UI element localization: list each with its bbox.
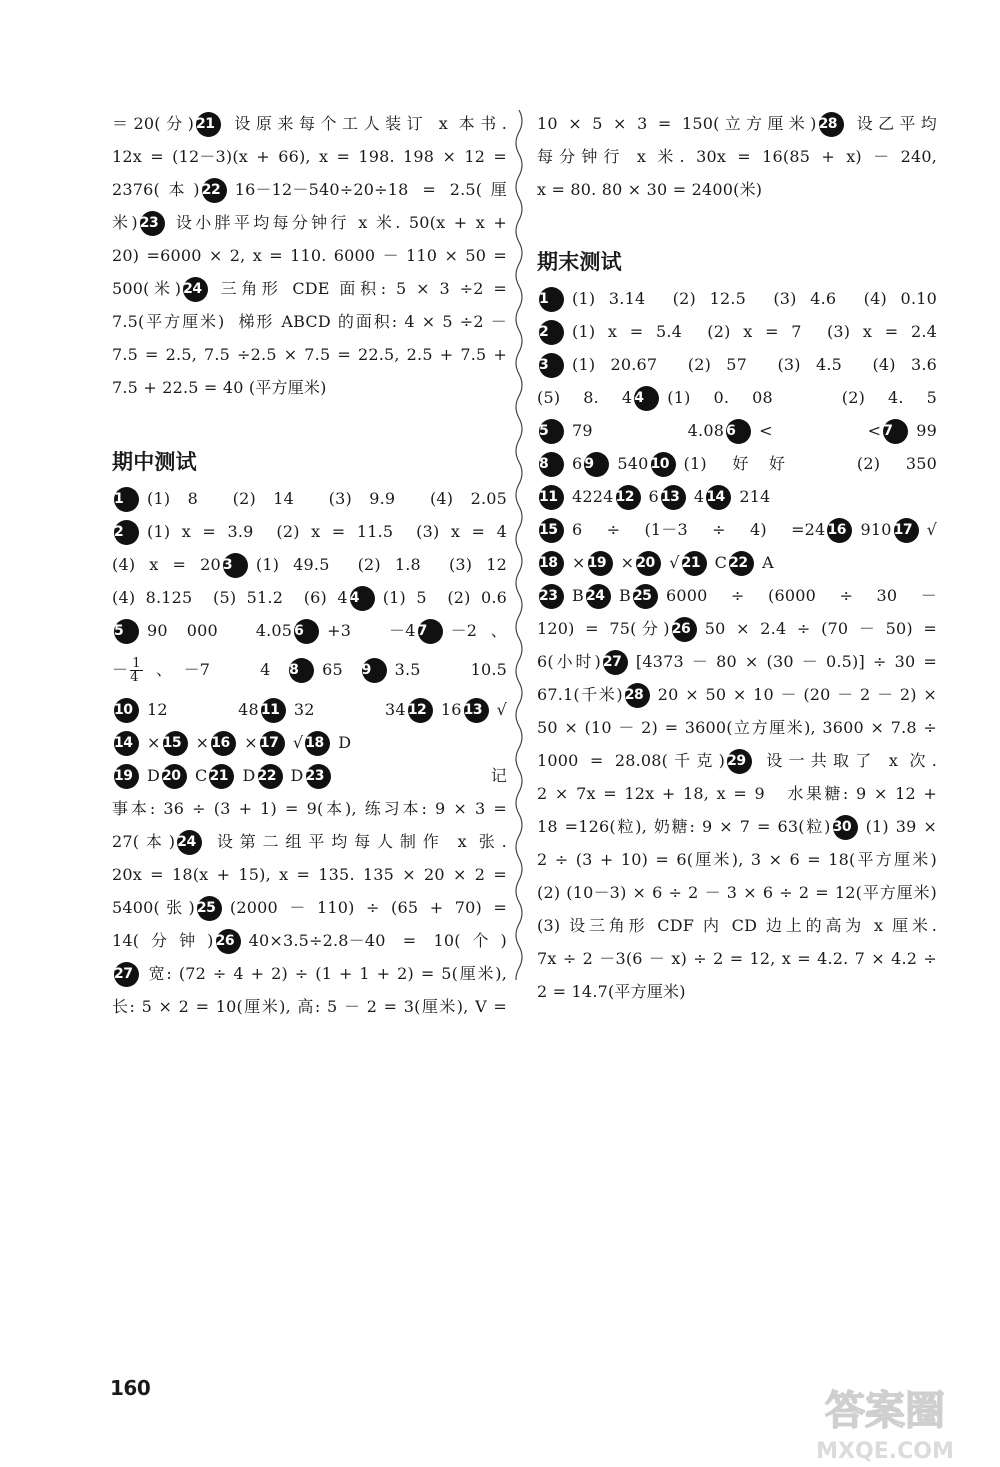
answer-text: 6000 ÷ (6000 ÷ 30 － xyxy=(665,586,937,605)
answer-line xyxy=(537,711,937,744)
answer-line xyxy=(112,482,507,515)
answer-text: 7.5 = 2.5, 7.5 ÷2.5 × 7.5 = 22.5, 2.5 + 7.5 + xyxy=(112,345,507,364)
answer-line xyxy=(537,447,937,480)
answer-text: 500(米) xyxy=(112,279,182,298)
question-number-badge: 15 xyxy=(539,518,564,543)
answer-line xyxy=(537,810,937,843)
answer-line xyxy=(112,581,507,614)
question-number-badge: 19 xyxy=(114,764,139,789)
question-number-badge: 16 xyxy=(827,518,852,543)
question-number-badge: 26 xyxy=(672,617,697,642)
question-number-badge: 12 xyxy=(616,485,641,510)
question-number-badge: 24 xyxy=(183,277,208,302)
answer-line xyxy=(112,825,507,858)
answer-line xyxy=(112,173,507,206)
answer-line xyxy=(537,546,937,579)
answer-line xyxy=(112,515,507,548)
question-number-badge: 22 xyxy=(729,551,754,576)
answer-text: 40×3.5÷2.8－40 = 10(个) xyxy=(248,931,507,950)
answer-text: (3) 设三角形 CDF 内 CD 边上的高为 x 厘米. xyxy=(537,916,937,935)
answer-text: (1) 5 (2) 0.6 xyxy=(382,588,507,607)
answer-line xyxy=(112,548,507,581)
answer-text: (1) 49.5 (2) 1.8 (3) 12 xyxy=(255,555,507,574)
answer-line xyxy=(112,338,507,371)
answer-text: 设乙平均 xyxy=(851,114,937,133)
answer-line xyxy=(537,876,937,909)
answer-text: 设原来每个工人装订 x 本书. xyxy=(229,114,507,133)
answer-text: 12x = (12－3)(x + 66), x = 198. 198 × 12 = xyxy=(112,147,507,166)
answer-text: 米) xyxy=(112,213,138,232)
question-number-badge: 9 xyxy=(362,658,387,683)
answer-line xyxy=(112,726,507,759)
answer-text: (1) 3.14 (2) 12.5 (3) 4.6 (4) 0.10 xyxy=(572,289,937,308)
answer-text: 32 34 xyxy=(293,700,406,719)
question-number-badge: 21 xyxy=(682,551,707,576)
answer-line xyxy=(112,990,507,1023)
answer-text: 67.1(千米) xyxy=(537,685,623,704)
answer-text: 16 xyxy=(440,700,462,719)
answer-text: C xyxy=(195,766,208,785)
answers-continued-block xyxy=(112,107,507,371)
question-number-badge: 30 xyxy=(833,815,858,840)
answer-text: 12 48 xyxy=(147,700,259,719)
answer-text: 27(本) xyxy=(112,832,176,851)
answer-line xyxy=(537,140,937,173)
answer-text: 120) = 75(分) xyxy=(537,619,670,638)
answer-text: 6 ÷ (1－3 ÷ 4) =24 xyxy=(572,520,826,539)
watermark-url-text: MXQE.COM xyxy=(816,1439,954,1462)
answer-text: 79 4.08 xyxy=(572,421,725,440)
answer-line-fraction: － $\frac{1}{4}$ 、－7 4 8 65 9 3.5 10.5 xyxy=(112,656,507,685)
answer-text: 2 ÷ (3 + 10) = 6(厘米), 3 × 6 = 18(平方厘米) xyxy=(537,850,937,869)
answer-line xyxy=(537,645,937,678)
answer-text: √ xyxy=(926,520,937,539)
question-number-badge: 14 xyxy=(706,485,731,510)
answer-line xyxy=(537,381,937,414)
right-column xyxy=(537,107,937,1008)
answer-text: 5400(张) xyxy=(112,898,195,917)
answer-text: (1) x = 5.4 (2) x = 7 (3) x = 2.4 xyxy=(572,322,937,341)
question-number-badge: 28 xyxy=(819,112,844,137)
answer-text: 99 xyxy=(916,421,937,440)
answer-text: 16－12－540÷20÷18 = 2.5(厘 xyxy=(234,180,507,199)
answer-text: √ xyxy=(669,553,680,572)
answer-line xyxy=(537,579,937,612)
answer-text: 宽: (72 ÷ 4 + 2) ÷ (1 + 1 + 2) = 5(厘米), xyxy=(147,964,507,983)
answer-text: A xyxy=(762,553,774,572)
answer-line xyxy=(112,614,507,647)
answer-line xyxy=(537,282,937,315)
final-exam-answers-block xyxy=(537,282,937,975)
answers-continued-block xyxy=(537,107,937,173)
answer-line xyxy=(537,513,937,546)
answer-text: √ xyxy=(496,700,507,719)
answer-line xyxy=(537,843,937,876)
section-heading-final: 期末测试 xyxy=(537,250,622,274)
answer-line xyxy=(537,414,937,447)
answer-text: [4373 － 80 × (30 － 0.5)] ÷ 30 = xyxy=(635,652,938,671)
answer-line xyxy=(537,744,937,777)
answer-line xyxy=(537,777,937,810)
answer-line xyxy=(537,348,937,381)
answer-text: －2、 xyxy=(450,621,508,640)
answer-text: 7x ÷ 2 －3(6 － x) ÷ 2 = 12, x = 4.2. 7 × 4.2 ÷ xyxy=(537,949,937,968)
answer-text: (1) 39 × xyxy=(865,817,937,836)
question-number-badge: 23 xyxy=(539,584,564,609)
answer-text: 910 xyxy=(860,520,892,539)
question-number-badge: 8 xyxy=(539,452,564,477)
midterm-answers-block xyxy=(112,482,507,647)
answer-line xyxy=(537,909,937,942)
question-number-badge: 25 xyxy=(197,896,222,921)
question-number-badge: 27 xyxy=(114,962,139,987)
question-number-badge: 17 xyxy=(894,518,919,543)
answer-line: x = 80. 80 × 30 = 2400(米) xyxy=(537,180,763,199)
answer-text: (5) 8. 4 xyxy=(537,388,633,407)
answer-text: 设第二组平均每人制作 x 张. xyxy=(210,832,507,851)
question-number-badge: 4 xyxy=(350,586,375,611)
answer-line xyxy=(112,759,507,792)
question-number-badge: 16 xyxy=(211,731,236,756)
answer-text: × xyxy=(195,733,210,752)
answer-text: 214 xyxy=(739,487,771,506)
question-number-badge: 12 xyxy=(408,698,433,723)
answer-text: (1) 0. 08 (2) 4. 5 xyxy=(667,388,938,407)
answer-text: (1) 20.67 (2) 57 (3) 4.5 (4) 3.6 xyxy=(572,355,937,374)
answer-line xyxy=(537,678,937,711)
answer-line xyxy=(537,612,937,645)
question-number-badge: 5 xyxy=(539,419,564,444)
answer-line: 7.5 + 22.5 = 40 (平方厘米) xyxy=(112,378,327,397)
answer-text: 50 × (10 － 2) = 3600(立方厘米), 3600 × 7.8 ÷ xyxy=(537,718,937,737)
question-number-badge: 3 xyxy=(223,553,248,578)
answer-text: C xyxy=(714,553,728,572)
answer-line xyxy=(537,107,937,140)
answer-line xyxy=(112,107,507,140)
answer-text: × xyxy=(572,553,586,572)
answer-line xyxy=(112,792,507,825)
answer-line xyxy=(112,924,507,957)
question-number-badge: 1 xyxy=(539,287,564,312)
answer-text: 10 × 5 × 3 = 150(立方厘米) xyxy=(537,114,817,133)
question-number-badge: 25 xyxy=(633,584,658,609)
answer-text: 7.5(平方厘米) 梯形 ABCD 的面积: 4 × 5 ÷2 － xyxy=(112,312,507,331)
question-number-badge: 3 xyxy=(539,353,564,378)
answer-text: 记 xyxy=(338,766,507,785)
question-number-badge: 5 xyxy=(114,619,139,644)
question-number-badge: 10 xyxy=(114,698,139,723)
watermark-logo-text: 答案圈 xyxy=(825,1388,945,1434)
answer-text: (4) 8.125 (5) 51.2 (6) 4 xyxy=(112,588,348,607)
answer-text: (1) 8 (2) 14 (3) 9.9 (4) 2.05 xyxy=(147,489,507,508)
wavy-column-divider xyxy=(512,110,526,980)
left-column xyxy=(112,107,507,1023)
question-number-badge: 13 xyxy=(464,698,489,723)
question-number-badge: 2 xyxy=(539,320,564,345)
answer-text: 4224 xyxy=(572,487,614,506)
question-number-badge: 15 xyxy=(163,731,188,756)
question-number-badge: 7 xyxy=(883,419,908,444)
answer-line xyxy=(112,693,507,726)
question-number-badge: 11 xyxy=(261,698,286,723)
midterm-answers-block-2 xyxy=(112,693,507,1023)
page-number: 160 xyxy=(110,1376,151,1400)
question-number-badge: 14 xyxy=(114,731,139,756)
question-number-badge: 28 xyxy=(625,683,650,708)
answer-text: 6 xyxy=(648,487,659,506)
answer-text: D xyxy=(147,766,161,785)
question-number-badge: 17 xyxy=(260,731,285,756)
question-number-badge: 1 xyxy=(114,487,139,512)
answer-text: 20x = 18(x + 15), x = 135. 135 × 20 × 2 = xyxy=(112,865,507,884)
answer-text: (1) x = 3.9 (2) x = 11.5 (3) x = 4 xyxy=(147,522,507,541)
answer-text: (1) 好好 (2) 350 xyxy=(683,454,937,473)
answer-line xyxy=(112,305,507,338)
answer-line xyxy=(537,942,937,975)
question-number-badge: 24 xyxy=(586,584,611,609)
section-heading-midterm: 期中测试 xyxy=(112,450,197,474)
answer-line xyxy=(112,891,507,924)
answer-text: D xyxy=(290,766,304,785)
answer-line xyxy=(112,957,507,990)
answer-text: 6(小时) xyxy=(537,652,601,671)
answer-text: 三角形 CDE 面积: 5 × 3 ÷2 = xyxy=(216,279,507,298)
answer-line: 2 = 14.7(平方厘米) xyxy=(537,982,686,1001)
question-number-badge: 19 xyxy=(588,551,613,576)
answer-text: < < xyxy=(759,421,882,440)
answer-text: 18 =126(粒), 奶糖: 9 × 7 = 63(粒) xyxy=(537,817,831,836)
question-number-badge: 9 xyxy=(584,452,609,477)
answer-text: × xyxy=(620,553,635,572)
answer-line xyxy=(112,858,507,891)
question-number-badge: 20 xyxy=(636,551,661,576)
answer-text: (2000 － 110) ÷ (65 + 70) = xyxy=(229,898,507,917)
question-number-badge: 4 xyxy=(634,386,659,411)
answer-text: D xyxy=(338,733,352,752)
fraction: $\frac{1}{4}$ xyxy=(130,656,141,685)
answer-line xyxy=(537,480,937,513)
question-number-badge: 18 xyxy=(305,731,330,756)
answer-text: 14(分钟) xyxy=(112,931,214,950)
answer-line xyxy=(112,239,507,272)
answer-text: D xyxy=(242,766,256,785)
answer-line xyxy=(537,315,937,348)
question-number-badge: 10 xyxy=(651,452,676,477)
answer-text: 事本: 36 ÷ (3 + 1) = 9(本), 练习本: 9 × 3 = xyxy=(112,799,507,818)
question-number-badge: 7 xyxy=(418,619,443,644)
answer-text: × xyxy=(244,733,258,752)
answer-text: 设一共取了 x 次. xyxy=(760,751,937,770)
answer-text: 20 × 50 × 10 － (20 － 2 － 2) × xyxy=(657,685,937,704)
answer-text: (2) (10－3) × 6 ÷ 2 － 3 × 6 ÷ 2 = 12(平方厘米) xyxy=(537,883,937,902)
answer-text: × xyxy=(147,733,161,752)
answer-text: 每分钟行 x 米. 30x = 16(85 + x) － 240, xyxy=(537,147,937,166)
answer-line xyxy=(112,140,507,173)
answer-line xyxy=(112,206,507,239)
answer-text: 540 xyxy=(617,454,649,473)
question-number-badge: 6 xyxy=(726,419,751,444)
question-number-badge: 24 xyxy=(177,830,202,855)
watermark-logo xyxy=(780,1380,990,1462)
answer-text: ＝20(分) xyxy=(112,114,195,133)
answer-text: √ xyxy=(292,733,304,752)
question-number-badge: 29 xyxy=(727,749,752,774)
answer-text: 90 000 4.05 xyxy=(147,621,293,640)
question-number-badge: 6 xyxy=(294,619,319,644)
answer-text: 6 xyxy=(572,454,583,473)
answer-text: +3 －4 xyxy=(327,621,416,640)
answer-text: 1000 = 28.08(千克) xyxy=(537,751,726,770)
answer-text: 2376(本) xyxy=(112,180,200,199)
question-number-badge: 26 xyxy=(216,929,241,954)
question-number-badge: 23 xyxy=(306,764,331,789)
answer-text: (4) x = 20 xyxy=(112,555,221,574)
question-number-badge: 22 xyxy=(258,764,283,789)
question-number-badge: 21 xyxy=(209,764,234,789)
question-number-badge: 2 xyxy=(114,520,139,545)
answer-text: 2 × 7x = 12x + 18, x = 9 水果糖: 9 × 12 + xyxy=(537,784,937,803)
answer-text: B xyxy=(572,586,584,605)
answer-text: 设小胖平均每分钟行 x 米. 50(x + x + xyxy=(172,213,507,232)
question-number-badge: 21 xyxy=(196,112,221,137)
answer-text: 4 xyxy=(693,487,705,506)
answer-line xyxy=(112,272,507,305)
question-number-badge: 27 xyxy=(603,650,628,675)
question-number-badge: 22 xyxy=(202,178,227,203)
question-number-badge: 11 xyxy=(539,485,564,510)
question-number-badge: 20 xyxy=(162,764,187,789)
question-number-badge: 23 xyxy=(140,211,165,236)
question-number-badge: 8 xyxy=(289,658,314,683)
answer-text: B xyxy=(618,586,631,605)
answer-text: 50 × 2.4 ÷ (70 － 50) = xyxy=(704,619,938,638)
answer-text: 20) =6000 × 2, x = 110. 6000 － 110 × 50 = xyxy=(112,246,507,265)
question-number-badge: 13 xyxy=(661,485,686,510)
question-number-badge: 18 xyxy=(539,551,564,576)
answer-text: 长: 5 × 2 = 10(厘米), 高: 5 － 2 = 3(厘米), V = xyxy=(112,997,507,1016)
